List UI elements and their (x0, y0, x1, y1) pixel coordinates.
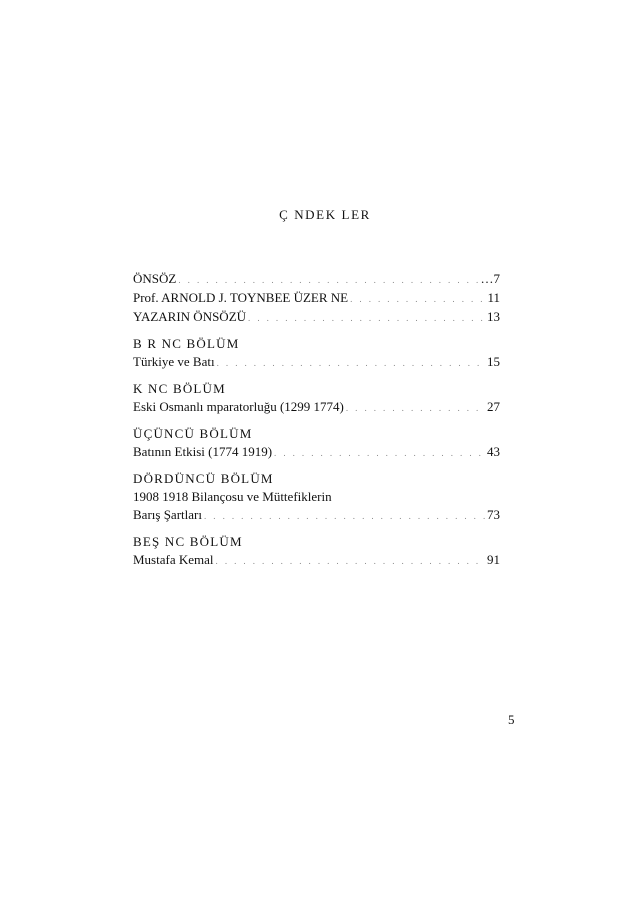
toc-entry-onsoz[interactable] (133, 270, 500, 289)
dot-leader (248, 309, 485, 327)
toc-entry-batinin-etkisi[interactable] (133, 443, 500, 462)
dot-leader (217, 354, 485, 372)
toc-entry-yazarin-onsozu[interactable] (133, 308, 500, 327)
toc-entry-turkiye-ve-bati[interactable] (133, 353, 500, 372)
dot-leader (204, 507, 485, 525)
toc-entry-title: Barış Şartları (133, 507, 202, 522)
dot-leader (350, 290, 485, 308)
toc-entry-title: Prof. ARNOLD J. TOYNBEE ÜZER NE (133, 290, 349, 305)
toc-page-number: 27 (487, 399, 500, 414)
dot-leader (178, 271, 478, 289)
toc-entry-mustafa-kemal[interactable] (133, 551, 500, 570)
section-heading-2: K NC BÖLÜM (133, 381, 226, 396)
toc-entry-title: ÖNSÖZ (133, 271, 177, 286)
toc-entry-title: Mustafa Kemal (133, 552, 214, 567)
section-heading-4: DÖRDÜNCÜ BÖLÜM (133, 471, 274, 486)
dot-leader (346, 399, 485, 417)
toc-page-number: 15 (487, 354, 500, 369)
dot-leader (274, 444, 485, 462)
toc-page-number: 73 (487, 507, 500, 522)
section-heading-3: ÜÇÜNCÜ BÖLÜM (133, 426, 253, 441)
section-heading-1: B R NC BÖLÜM (133, 336, 240, 351)
dot-leader (216, 552, 485, 570)
toc-entry-title-line: 1908 1918 Bilançosu ve Müttefiklerin (133, 489, 332, 504)
section-heading-5: BEŞ NC BÖLÜM (133, 534, 243, 549)
toc-entry-title: YAZARIN ÖNSÖZÜ (133, 309, 247, 324)
toc-entry-eski-osmanli[interactable] (133, 398, 500, 417)
toc-entry-title: Eski Osmanlı mparatorluğu (1299 1774) (133, 399, 344, 414)
page-title: Ç NDEK LER (279, 207, 371, 222)
toc-entry-toynbee[interactable] (133, 289, 500, 308)
toc-page-number: 91 (487, 552, 500, 567)
toc-entry-title: Batının Etkisi (1774 1919) (133, 444, 273, 459)
toc-entry-baris-sartlari[interactable] (133, 506, 500, 525)
table-of-contents (133, 270, 500, 570)
toc-page-number: 43 (487, 444, 500, 459)
page-number-folio: 5 (508, 712, 515, 727)
toc-page-number: 13 (487, 309, 500, 324)
toc-page-number: 11 (487, 290, 500, 305)
toc-page-number: …7 (480, 271, 500, 286)
toc-entry-title: Türkiye ve Batı (133, 354, 215, 369)
